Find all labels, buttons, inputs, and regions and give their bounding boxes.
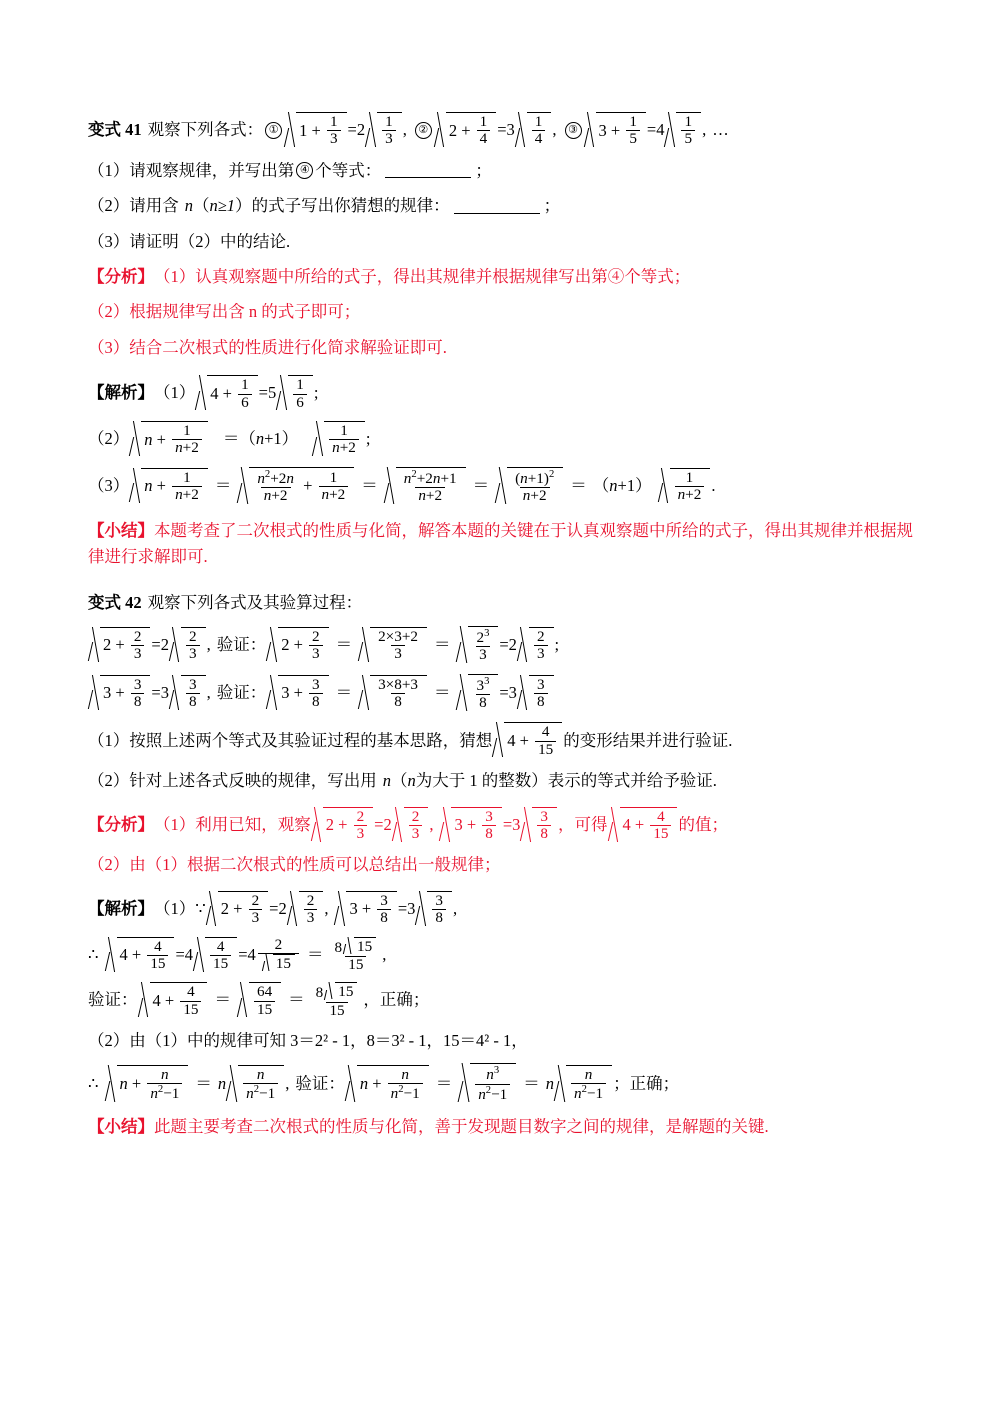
q1-text-c: ； <box>475 160 492 180</box>
analysis-text-2: （2）根据规律写出含 n 的式子即可； <box>88 302 361 322</box>
ex42-2: 3 + $\frac{3}{8}$ =3 $\frac{3}{8}$ , <box>88 675 211 712</box>
problem-41-example-2: ② 2 + $\frac{1}{4}$ =3 $\frac{1}{4}$ , <box>413 112 557 149</box>
q2-text-a: 请用含 <box>129 196 179 216</box>
verify-label-2: 验证： <box>216 682 267 702</box>
problem-42-summary <box>88 1114 918 1140</box>
q1-text-a: 请观察规律，并写出第 <box>129 160 295 180</box>
problem-41-q3 <box>88 229 918 255</box>
summary-text-42: 此题主要考查二次根式的性质与化简，善于发现题目数字之间的规律，是解题的关键. <box>154 1117 769 1137</box>
sol42-2-correct: ；正确； <box>613 1073 680 1093</box>
problem-41-q1 <box>88 158 918 184</box>
analysis-label-42: 【分析】 <box>88 814 154 834</box>
problem-42-solution-4 <box>88 1028 918 1054</box>
analysis-42-2: （2）由（1）根据二次根式的性质可以总结出一般规律； <box>88 855 501 875</box>
problem-41-stem: 观察下列各式： <box>147 120 264 140</box>
problem-42-solution-3 <box>88 982 918 1019</box>
q2-answer-blank[interactable] <box>454 199 540 214</box>
problem-42-header <box>88 590 918 616</box>
q2-text-c: ）的式子写出你猜想的规律： <box>235 196 450 216</box>
solution-3-num: （3） <box>88 475 130 495</box>
document-content <box>88 112 918 1150</box>
analysis-42-math-2: 3 + $\frac{3}{8}$ =3 $\frac{3}{8}$ <box>439 807 558 844</box>
sol42-correct: ，正确； <box>363 990 430 1010</box>
sol42-math-5: n + $\frac{n}{n^2-1}$ ＝ n $\frac{n}{n^2-1}$ , <box>105 1065 290 1104</box>
analysis-42-math-3: 4 + $\frac{4}{15}$ <box>608 807 679 844</box>
analysis-text-3: （3）结合二次根式的性质进行化简求解验证即可. <box>88 337 447 357</box>
verify-label-1: 验证： <box>216 634 267 654</box>
q2-text-d: ； <box>543 196 561 216</box>
problem-42-q1 <box>88 722 918 759</box>
q1-answer-blank[interactable] <box>385 163 471 178</box>
problem-42-solution-1 <box>88 891 918 928</box>
problem-41-ellipsis: … <box>712 120 729 140</box>
sol42-math-4: 4 + $\frac{4}{15}$ ＝ $\frac{64}{15}$ ＝ 8 15 15 <box>138 982 364 1019</box>
problem-41-example-1: ① 1 + $\frac{1}{3}$ =2 $\frac{1}{3}$ , <box>263 112 407 149</box>
q42-2-text-a: 针对上述各式反映的规律，写出用 <box>129 771 377 791</box>
summary-label: 【小结】 <box>88 520 154 540</box>
problem-42-analysis-1 <box>88 807 918 844</box>
problem-41-example-3: ③ 3 + $\frac{1}{5}$ =4 $\frac{1}{5}$ , <box>563 112 707 149</box>
q42-1-text-b: 的变形结果并进行验证. <box>563 730 733 750</box>
problem-41-solution-3 <box>88 467 918 506</box>
problem-42-example-line-1 <box>88 626 918 665</box>
problem-41-solution-1 <box>88 375 918 412</box>
sol42-math-3: 4 + $\frac{4}{15}$ =4 $\frac{4}{15}$ =4 $\frac{2}{15}$ ＝ 8 15 15 , <box>105 937 387 974</box>
solution-2-math: n + $\frac{1}{n+2}$ ＝ （n+1） $\frac{1}{n+2}$ ; <box>129 421 370 458</box>
problem-41-solution-2 <box>88 421 918 458</box>
q2-cond: n≥1 <box>209 196 236 216</box>
q1-circle: ④ <box>296 162 313 179</box>
problem-42-analysis-2 <box>88 852 918 878</box>
problem-42-stem: 观察下列各式及其验算过程： <box>147 593 363 613</box>
solution-1-num: （1） <box>154 383 196 403</box>
analysis-42-1-a: （1）利用已知，观察 <box>154 814 311 834</box>
q2-num: （2） <box>88 196 130 216</box>
solution-1-math: 4 + $\frac{1}{6}$ =5 $\frac{1}{6}$ ; <box>195 375 318 412</box>
problem-41-q2 <box>88 193 918 219</box>
analysis-42-1-b: ，可得 <box>558 814 608 834</box>
problem-42-id: 变式 42 <box>88 593 142 613</box>
sol42-math-2: 3 + $\frac{3}{8}$ =3 $\frac{3}{8}$ , <box>334 891 457 928</box>
problem-41-summary <box>88 518 918 571</box>
problem-42-solution-2 <box>88 937 918 974</box>
solution-3-math: n + $\frac{1}{n+2}$ ＝ $\frac{n^2+2n}{n+2}$ + $\frac{1}{n+2}$ ＝ $\frac{n^2+2n+1}{n+2}$ ＝ $\frac{(n+1)^2}{n+2}$ ＝ （n+1） $\frac{1}{n+2}$ . <box>129 467 715 506</box>
sol42-verify-2: 验证： <box>295 1073 345 1093</box>
analysis-label: 【分析】 <box>88 266 154 286</box>
analysis-42-math-1: 2 + $\frac{2}{3}$ =2 $\frac{2}{3}$ , <box>311 807 434 844</box>
q2-text-b: （ <box>193 196 210 216</box>
sol42-because: ∵ <box>195 898 206 918</box>
q1-num: （1） <box>88 160 130 180</box>
solution-label-42: 【解析】 <box>88 898 154 918</box>
analysis-text-1: （1）认真观察题中所给的式子，得出其规律并根据规律写出第④个等式； <box>154 266 691 286</box>
problem-41-id: 变式 41 <box>88 120 142 140</box>
problem-41-analysis-3 <box>88 335 918 361</box>
problem-42-example-line-2 <box>88 674 918 713</box>
analysis-42-1-c: 的值； <box>678 814 728 834</box>
sol42-1-num: （1） <box>154 898 196 918</box>
q42-1-num: （1） <box>88 730 130 750</box>
ex42-1-verify: 2 + $\frac{2}{3}$ ＝ $\frac{2\times 3+2}{3}$ ＝ $\frac{2^3}{3}$ =2 $\frac{2}{3}$ ; <box>266 626 559 665</box>
q42-1-text-a: 按照上述两个等式及其验证过程的基本思路，猜想 <box>129 730 493 750</box>
solution-label: 【解析】 <box>88 383 154 403</box>
q42-2-text-c: 为大于 1 的整数）表示的等式并给予验证. <box>415 771 717 791</box>
summary-text: 本题考查了二次根式的性质与化简，解答本题的关键在于认真观察题中所给的式子，得出其规律并根据规律进行求解即可. <box>88 520 913 566</box>
q3-num: （3） <box>88 231 130 251</box>
sol42-math-1: 2 + $\frac{2}{3}$ =2 $\frac{2}{3}$ , <box>206 891 329 928</box>
sol42-2-text: （2）由（1）中的规律可知 3＝2² - 1，8＝3² - 1，15＝4² - 1， <box>88 1031 528 1051</box>
q1-text-b: 个等式： <box>315 160 382 180</box>
sol42-verify: 验证： <box>88 990 138 1010</box>
q2-var: n <box>184 196 193 216</box>
ex42-1: 2 + $\frac{2}{3}$ =2 $\frac{2}{3}$ , <box>88 627 211 664</box>
summary-label-42: 【小结】 <box>88 1117 154 1137</box>
ex42-2-verify: 3 + $\frac{3}{8}$ ＝ $\frac{3\times 8+3}{8}$ ＝ $\frac{3^3}{8}$ =3 $\frac{3}{8}$ <box>266 674 554 713</box>
sol42-math-6: n + $\frac{n}{n^2-1}$ ＝ $\frac{n^3}{n^2-1}$ ＝ n $\frac{n}{n^2-1}$ <box>345 1063 613 1104</box>
q42-2-var: n <box>382 771 391 791</box>
problem-41-header <box>88 112 918 149</box>
sol42-therefore: ∴ <box>88 944 99 964</box>
problem-41-analysis-1 <box>88 264 918 290</box>
solution-2-num: （2） <box>88 429 130 449</box>
problem-42-q2 <box>88 768 918 794</box>
sol42-therefore-2: ∴ <box>88 1073 99 1093</box>
q42-2-text-b: （ <box>391 771 408 791</box>
problem-42-solution-5 <box>88 1063 918 1104</box>
q3-text: 请证明（2）中的结论. <box>129 231 291 251</box>
problem-41-analysis-2 <box>88 299 918 325</box>
q42-1-math: 4 + $\frac{4}{15}$ <box>492 722 563 759</box>
q42-2-num: （2） <box>88 771 130 791</box>
q42-2-cond: n <box>407 771 416 791</box>
